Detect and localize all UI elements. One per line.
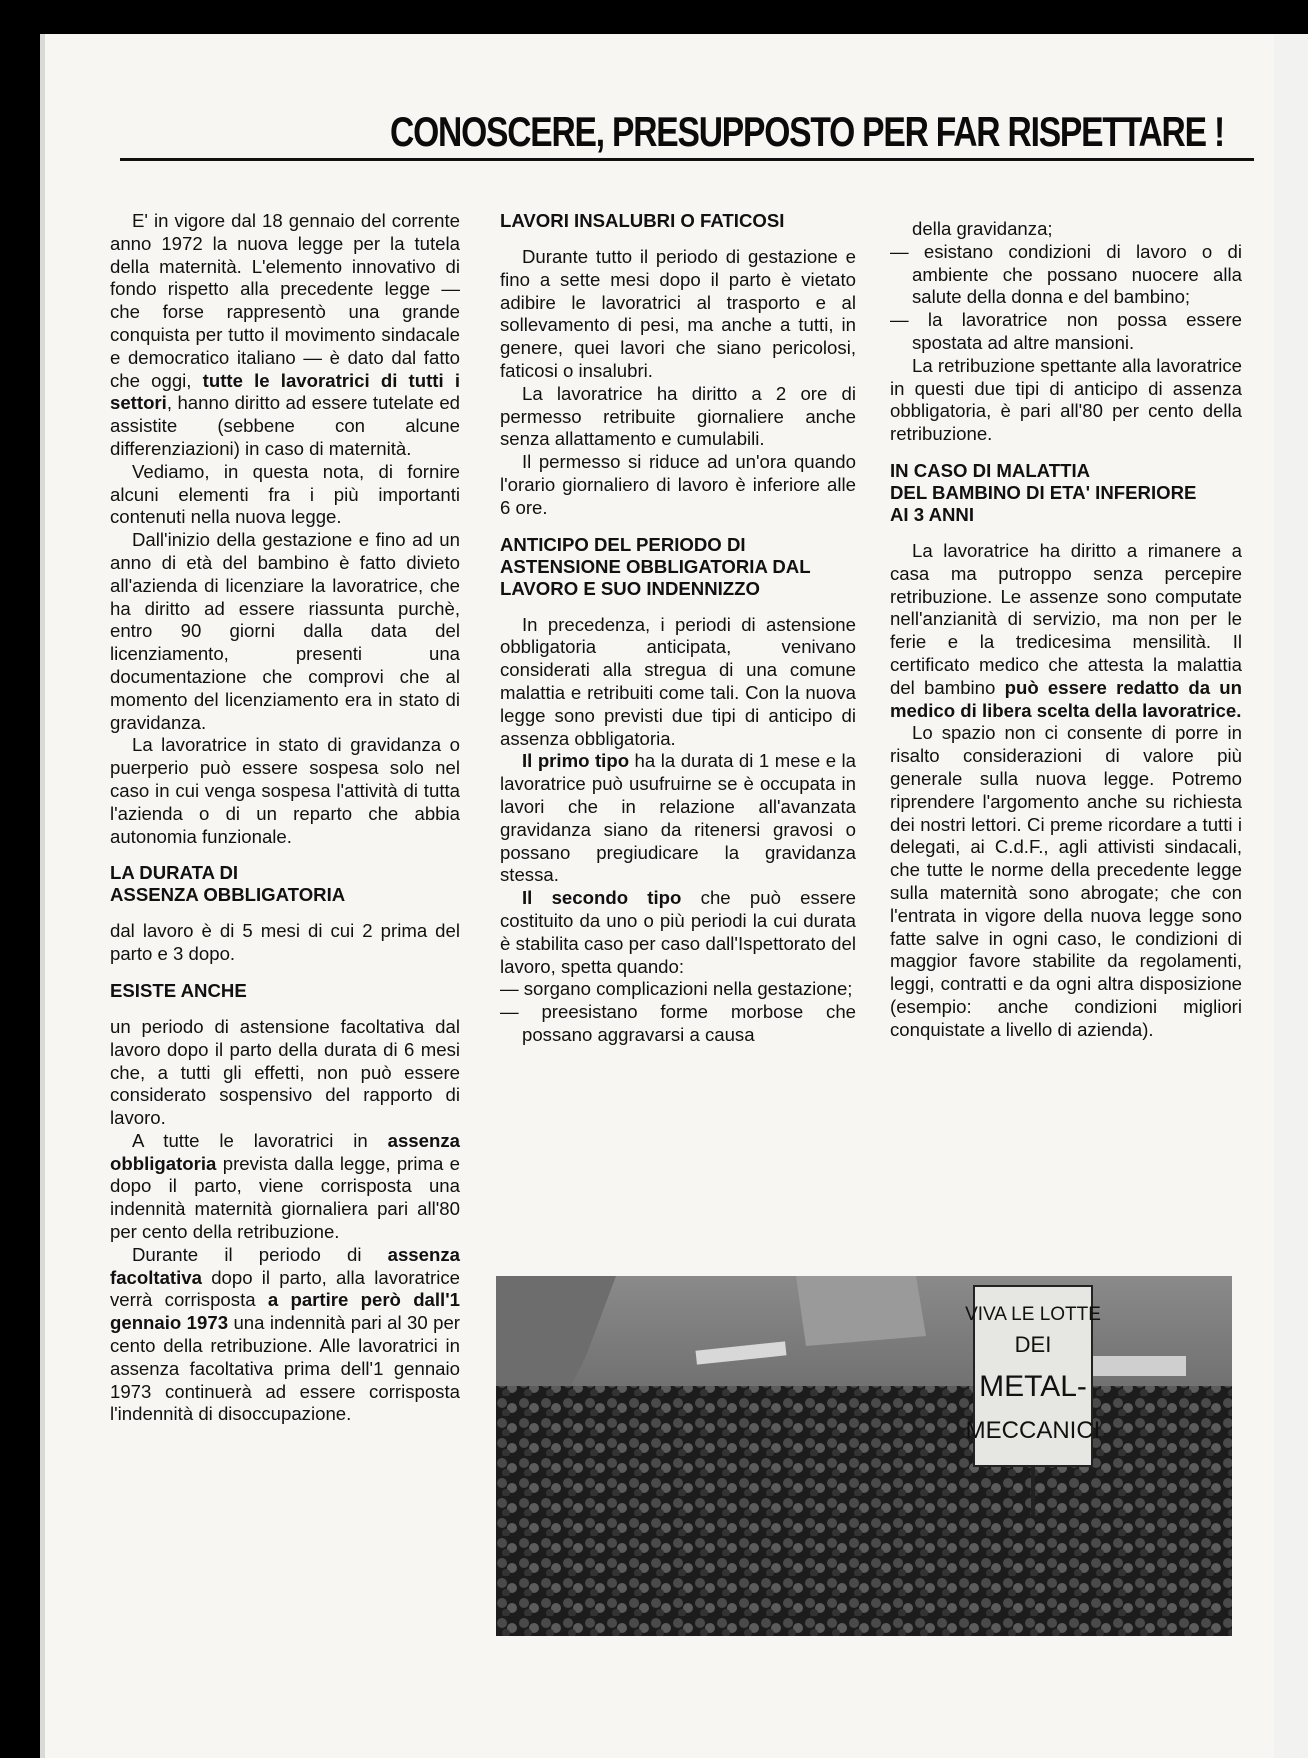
list-item: — sorgano complicazioni nella gestazione; [500,978,853,1000]
paragraph [110,1130,460,1244]
paragraph [110,210,460,461]
text: La lavoratrice ha diritto a rimanere a casa ma putroppo senza percepire retribuzione. Le assenze sono computate nell'anzianità di servizio, ma non per le ferie e la tredicesima mensilità. Il certificato medico che attesta la malattia del bambino [890,539,1242,698]
paragraph: Vediamo, in questa nota, di fornire alcuni elementi fra i più importanti contenuti nella nuova legge. [110,460,460,528]
text: dopo il parto, alla lavoratrice verrà corrisposta [110,1266,460,1311]
page-title: CONOSCERE, PRESUPPOSTO PER FAR RISPETTARE ! [390,108,1224,155]
paragraph: Lo spazio non ci consente di porre in risalto considerazioni di valore più generale sulla nuova legge. Potremo riprendere l'argomento anche su richiesta dei nostri lettori. Ci preme ricordare a tutti i delegati, ai C.d.F., agli attivisti sindacali, che tutte le norme della precedente legge sulla maternità sono abrogate; che con l'entrata in vigore della nuova legge sono fatte salve in ogni caso, le condizioni di maggior favore stabilite da regolamenti, leggi, contratti e da ogni altra disposizione (esempio: anche condizioni migliori conquistate a livello di azienda). [890,722,1242,1040]
heading-line: DEL BAMBINO DI ETA' INFERIORE [890,481,1197,503]
sign-text-3: METAL- [979,1370,1087,1403]
list-item: — la lavoratrice non possa essere spostata ad altre mansioni. [890,309,1242,353]
text: Durante il periodo di [132,1243,388,1265]
heading-line: LA DURATA DI [110,862,239,884]
paragraph: della gravidanza; [912,218,1053,239]
sign-text-1: VIVA LE LOTTE [965,1304,1101,1325]
bold-text: tutte le lavoratrici di tutti i settori [110,369,460,414]
bold-text: Il primo tipo [522,750,630,772]
heading-line: LAVORO E SUO INDENNIZZO [500,577,760,599]
sign-text-4: MECCANICI [965,1417,1101,1444]
list-item: — esistano condizioni di lavoro o di ambiente che possano nuocere alla salute della donna e del bambino; [890,240,1242,308]
crowd [496,1386,1232,1636]
paragraph [890,540,1242,722]
bold-text: assenza obbligatoria [110,1129,460,1174]
section-heading [110,862,460,906]
heading-line: ASTENSIONE OBBLIGATORIA DAL [500,555,811,577]
flag-shapes [796,1276,926,1346]
bold-text: a partire però dall'1 gennaio 1973 [110,1289,460,1334]
text: una indennità pari al 30 per cento della retribuzione. Alle lavoratrici in assenza facoltativa prima dell'1 gennaio 1973 continuerà ad essere corrisposta l'indennità di disoccupazione. [110,1312,460,1425]
title-rule [120,158,1254,161]
column-3 [890,218,1242,1042]
text: A tutte le lavoratrici in [132,1129,388,1151]
list-item: — preesistano forme morbose che possano aggravarsi a causa [500,1001,856,1045]
protest-photo [496,1276,1232,1636]
text: che può essere costituito da uno o più periodi la cui durata è stabilita caso per caso dall'Ispettorato del lavoro, spetta quando: [500,887,856,977]
paragraph: In precedenza, i periodi di astensione obbligatoria anticipata, venivano considerati alla stregua di una comune malattia e retribuiti come tali. Con la nuova legge sono previsti due tipi di anticipo di assenza obbligatoria. [500,613,856,749]
text: , hanno diritto ad essere tutelate ed assistite (sebbene con alcune differenziazioni) in caso di maternità. [110,392,460,459]
section-heading: LAVORI INSALUBRI O FATICOSI [500,210,785,231]
adjacent-page-strip [1274,34,1308,1758]
paragraph: Il permesso si riduce ad un'ora quando l'orario giornaliero di lavoro è inferiore alle 6 ore. [500,451,856,518]
heading-line: ASSENZA OBBLIGATORIA [110,884,346,906]
paragraph: un periodo di astensione facoltativa dal lavoro dopo il parto della durata di 6 mesi che, a tutti gli effetti, non può essere considerato sospensivo del rapporto di lavoro. [110,1015,460,1129]
bold-text: Il secondo tipo [522,887,682,909]
crowd-illustration [496,1276,1232,1636]
column-1 [110,210,460,1426]
paragraph: La lavoratrice in stato di gravidanza o puerperio può essere sospesa solo nel caso in cui venga sospesa l'attività di tutta l'azienda o di un reparto che abbia autonomia funzionale. [110,734,460,847]
heading-line: AI 3 ANNI [890,503,975,525]
paragraph [110,1244,460,1426]
page-edge-shadow [40,34,45,1758]
paragraph: Dall'inizio della gestazione e fino ad un anno di età del bambino è fatto divieto all'azienda di licenziare la lavoratrice, che ha diritto ad essere riassunta purchè, entro 90 giorni dalla data del licenziamento, presenti una documentazione che comprovi che al momento del licenziamento era in stato di gravidanza. [110,529,460,733]
heading-line: IN CASO DI MALATTIA [890,459,1091,481]
paragraph: La lavoratrice ha diritto a 2 ore di permesso retribuite giornaliere anche senza allattamento e cumulabili. [500,382,856,450]
text: E' in vigore dal 18 gennaio del corrente anno 1972 la nuova legge per la tutela della maternità. L'elemento innovativo di fondo rispetto alla precedente legge — che forse rappresentò una grande conquista per tutto il movimento sindacale e democratico italiano — è dato dal fatto che oggi, [110,210,460,391]
sign-text-2: DEI [1014,1332,1052,1357]
paragraph [500,887,856,978]
paragraph: dal lavoro è di 5 mesi di cui 2 prima del parto e 3 dopo. [110,920,460,965]
section-heading [500,534,856,600]
bold-text: può essere redatto da un medico di libera scelta della lavoratrice. [890,676,1242,721]
column-2 [500,210,856,1047]
heading-line: ANTICIPO DEL PERIODO DI [500,533,746,555]
text: prevista dalla legge, prima e dopo il parto, viene corrisposta una indennità maternità giornaliera pari all'80 per cento della retribuzione. [110,1152,460,1243]
paragraph: La retribuzione spettante alla lavoratrice in questi due tipi di anticipo di assenza obbligatoria, è pari all'80 per cento della retribuzione. [890,354,1242,445]
paragraph [500,750,856,887]
section-heading [890,460,1242,526]
paragraph: Durante tutto il periodo di gestazione e fino a sette mesi dopo il parto è vietato adibire le lavoratrici al trasporto e al sollevamento di pesi, ma anche a tutti, in genere, quei lavori che siano pericolosi, faticosi o insalubri. [500,246,856,381]
bold-text: assenza facoltativa [110,1243,460,1288]
section-heading: ESISTE ANCHE [110,979,247,1001]
text: ha la durata di 1 mese e la lavoratrice può usufruirne se è occupata in lavori che in relazione all'avanzata gravidanza siano da ritenersi gravosi o possano pregiudicare la gravidanza stessa. [500,750,857,886]
